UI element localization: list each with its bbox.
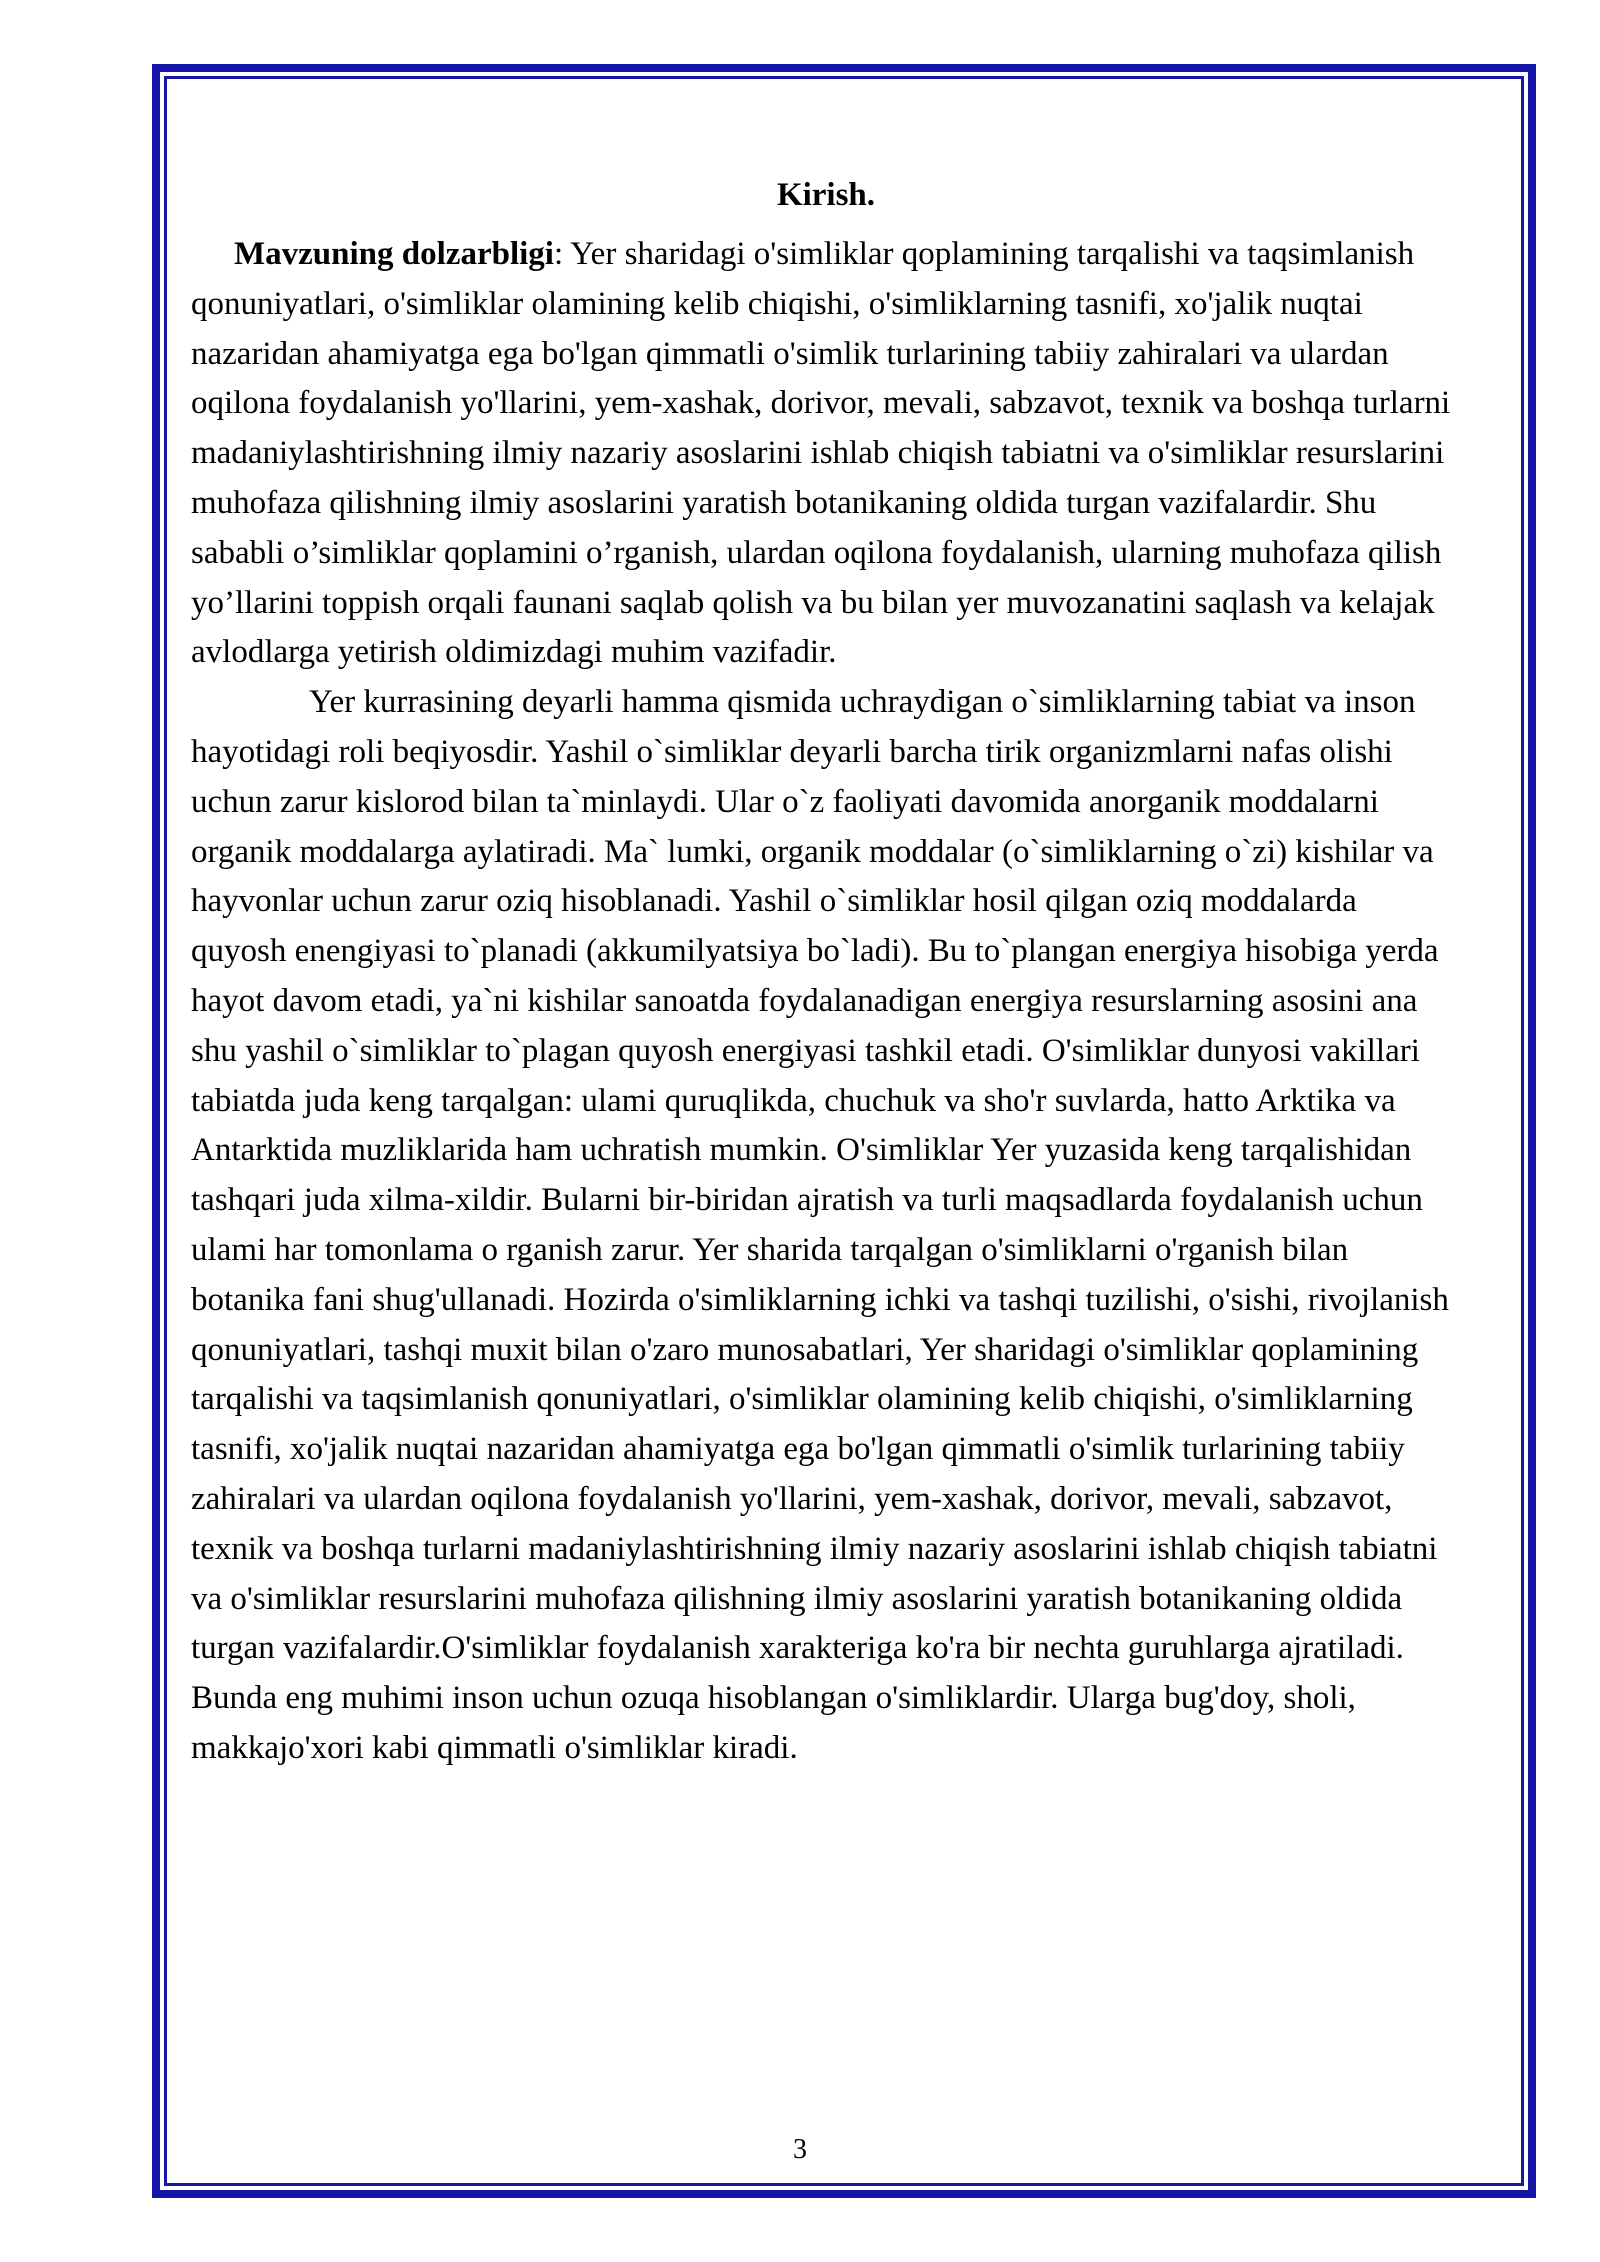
relevance-label: Mavzuning dolzarbligi [234,236,554,272]
document-content [191,170,1451,1774]
paragraph-relevance [191,230,1451,678]
page-number: 3 [793,2134,807,2165]
paragraph-plants-role: Yer kurrasining deyarli hamma qismida uchraydigan o`simliklarning tabiat va inson hayotidagi roli beqiyosdir. Yashil o`simliklar deyarli barcha tirik organizmlarni nafas olishi uchun zarur kislorod bilan ta`minlaydi. Ular o`z faoliyati davomida anorganik moddalarni organik moddalarga aylatiradi. Ma` lumki, organik moddalar (o`simliklarning o`zi) kishilar va hayvonlar uchun zarur oziq hisoblanadi. Yashil o`simliklar hosil qilgan oziq moddalarda quyosh enengiyasi to`planadi (akkumilyatsiya bo`ladi). Bu to`plangan energiya hisobiga yerda hayot davom etadi, ya`ni kishilar sanoatda foydalanadigan energiya resurslarning asosini ana shu yashil o`simliklar to`plagan quyosh energiyasi tashkil etadi. O'simliklar dunyosi vakillari tabiatda juda keng tarqalgan: ulami quruqlikda, chuchuk va sho'r suvlarda, hatto Arktika va Antarktida muzliklarida ham uchratish mumkin. O'simliklar Yer yuzasida keng tarqalishidan tashqari juda xilma-xildir. Bularni bir-biridan ajratish va turli maqsadlarda foydalanish uchun ulami har tomonlama o rganish zarur. Yer sharida tarqalgan o'simliklarni o'rganish bilan botanika fani shug'ullanadi. Hozirda o'simliklarning ichki va tashqi tuzilishi, o'sishi, rivojlanish qonuniyatlari, tashqi muxit bilan o'zaro munosabatlari, Yer sharidagi o'simliklar qoplamining tarqalishi va taqsimlanish qonuniyatlari, o'simliklar olamining kelib chiqishi, o'simliklarning tasnifi, xo'jalik nuqtai nazaridan ahamiyatga ega bo'lgan qimmatli o'simlik turlarining tabiiy zahiralari va ulardan oqilona foydalanish yo'llarini, yem-xashak, dorivor, mevali, sabzavot, texnik va boshqa turlarni madaniylashtirishning ilmiy nazariy asoslarini ishlab chiqish tabiatni va o'simliklar resurslarini muhofaza qilishning ilmiy asoslarini yaratish botanikaning oldida turgan vazifalardir.O'simliklar foydalanish xarakteriga ko'ra bir nechta guruhlarga ajratiladi. Bunda eng muhimi inson uchun ozuqa hisoblangan o'simliklardir. Ularga bug'doy, sholi, makkajo'xori kabi qimmatli o'simliklar kiradi. [191,684,1449,1766]
page-title: Kirish. [776,177,876,213]
relevance-body: Yer sharidagi o'simliklar qoplamining tarqalishi va taqsimlanish qonuniyatlari, o'simliklar olamining kelib chiqishi, o'simliklarning tasnifi, xo'jalik nuqtai nazaridan ahamiyatga ega bo'lgan qimmatli o'simlik turlarining tabiiy zahiralari va ulardan oqilona foydalanish yo'llarini, yem-xashak, dorivor, mevali, sabzavot, texnik va boshqa turlarni madaniylashtirishning ilmiy nazariy asoslarini ishlab chiqish tabiatni va o'simliklar resurslarini muhofaza qilishning ilmiy asoslarini yaratish botanikaning oldida turgan vazifalardir. Shu sababli o’simliklar qoplamini o’rganish, ulardan oqilona foydalanish, ularning muhofaza qilish yo’llarini toppish orqali faunani saqlab qolish va bu bilan yer muvozanatini saqlash va kelajak avlodlarga yetirish oldimizdagi muhim vazifadir. [191,236,1451,671]
relevance-label-colon: : [553,236,564,272]
